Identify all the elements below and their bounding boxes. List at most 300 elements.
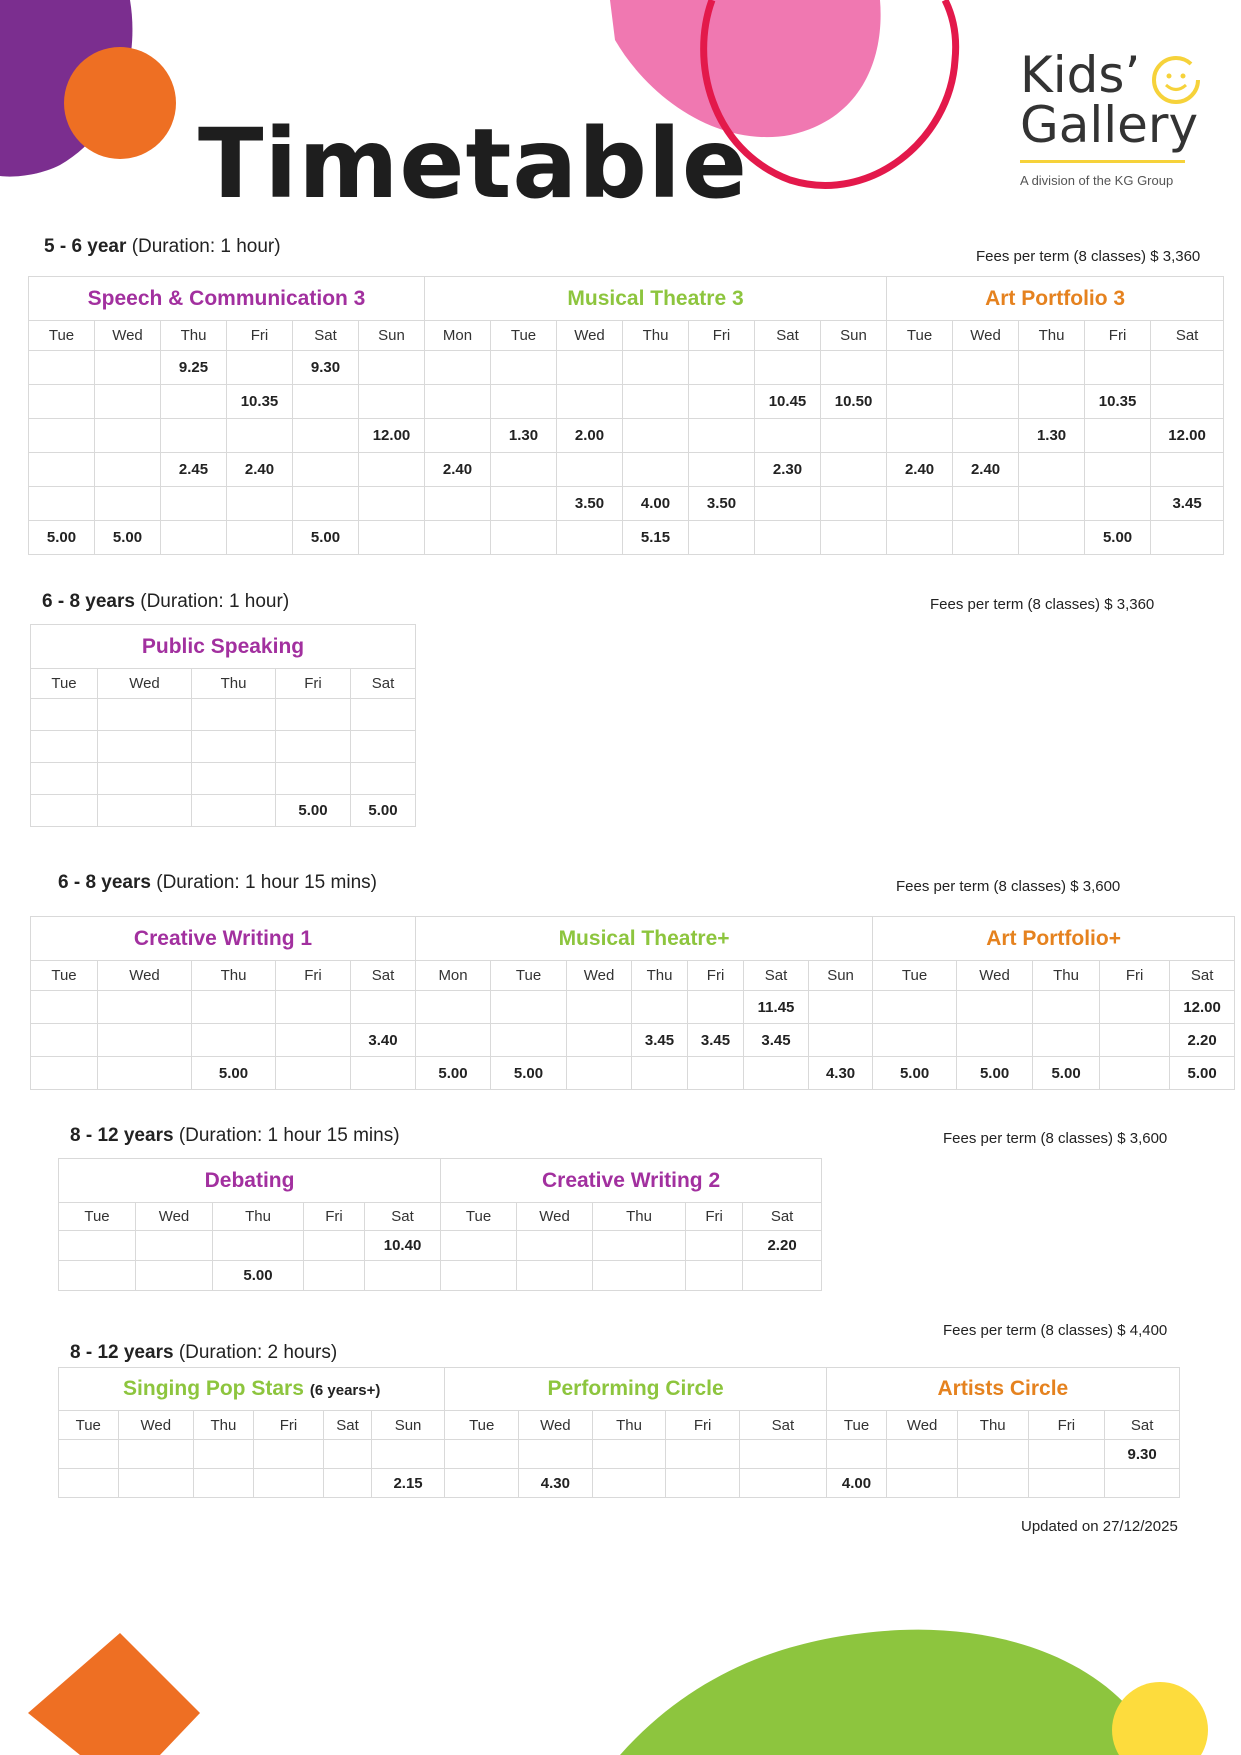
time-cell: [557, 351, 623, 385]
day-header: Thu: [632, 961, 688, 991]
time-cell: [351, 763, 416, 795]
table-row: [29, 453, 1224, 487]
time-cell: 9.30: [1105, 1440, 1180, 1469]
time-cell: [118, 1440, 194, 1469]
time-cell: 1.30: [491, 419, 557, 453]
time-cell: 5.00: [873, 1057, 957, 1090]
timetable-5-6: [28, 276, 1224, 555]
time-cell: [873, 1024, 957, 1057]
day-header: Sat: [744, 961, 809, 991]
day-header: Mon: [416, 961, 491, 991]
day-header: Sat: [365, 1203, 441, 1231]
time-cell: 2.40: [425, 453, 491, 487]
day-header: Tue: [887, 321, 953, 351]
time-cell: [567, 1057, 632, 1090]
program-name: Debating: [204, 1168, 295, 1192]
time-cell: 5.00: [1085, 521, 1151, 555]
time-cell: [425, 487, 491, 521]
table-row: [31, 1024, 1235, 1057]
time-cell: [809, 991, 873, 1024]
time-cell: [118, 1469, 194, 1498]
time-cell: [1019, 487, 1085, 521]
day-header: Tue: [873, 961, 957, 991]
time-cell: 4.00: [826, 1469, 887, 1498]
time-cell: [592, 1440, 666, 1469]
time-cell: [359, 351, 425, 385]
time-cell: [161, 521, 227, 555]
time-cell: [491, 991, 567, 1024]
time-cell: 5.00: [416, 1057, 491, 1090]
time-cell: 5.00: [29, 521, 95, 555]
time-cell: [592, 1469, 666, 1498]
program-header: [425, 277, 887, 321]
time-cell: 5.00: [213, 1261, 304, 1291]
time-cell: [491, 351, 557, 385]
day-header: Wed: [887, 1411, 958, 1440]
day-header: Thu: [592, 1411, 666, 1440]
age-group: 5 - 6 year: [44, 236, 127, 257]
logo-subtitle: A division of the KG Group: [1020, 173, 1174, 188]
table-row: [31, 731, 416, 763]
time-cell: [623, 453, 689, 487]
day-header: Wed: [136, 1203, 213, 1231]
time-cell: [755, 487, 821, 521]
table-row: [29, 521, 1224, 555]
time-cell: [192, 991, 276, 1024]
time-cell: [227, 487, 293, 521]
program-note: (6 years+): [309, 1382, 381, 1399]
time-cell: [445, 1469, 519, 1498]
time-cell: [276, 1057, 351, 1090]
time-cell: [1033, 1024, 1100, 1057]
time-cell: 9.30: [293, 351, 359, 385]
fees-label: Fees per term (8 classes) $ 3,600: [896, 878, 1121, 895]
table-row: [29, 351, 1224, 385]
time-cell: [95, 419, 161, 453]
time-cell: 2.30: [755, 453, 821, 487]
time-cell: 12.00: [359, 419, 425, 453]
day-header: Fri: [1100, 961, 1170, 991]
table-row: [59, 1231, 822, 1261]
time-cell: [739, 1469, 826, 1498]
day-header: Thu: [593, 1203, 686, 1231]
time-cell: [689, 419, 755, 453]
fees-label: Fees per term (8 classes) $ 3,600: [943, 1130, 1168, 1147]
day-header: Tue: [29, 321, 95, 351]
time-cell: [1100, 1024, 1170, 1057]
time-cell: [632, 991, 688, 1024]
time-cell: [743, 1261, 822, 1291]
day-header: Thu: [213, 1203, 304, 1231]
time-cell: [1085, 419, 1151, 453]
day-header: Sat: [293, 321, 359, 351]
program-header: [31, 625, 416, 669]
program-header: [445, 1368, 826, 1411]
time-cell: [136, 1231, 213, 1261]
time-cell: [192, 731, 276, 763]
time-cell: [293, 487, 359, 521]
day-header: Thu: [1019, 321, 1085, 351]
age-group: 6 - 8 years: [58, 872, 151, 893]
time-cell: [31, 1024, 98, 1057]
table-row: [59, 1261, 822, 1291]
time-cell: [425, 521, 491, 555]
time-cell: 10.35: [227, 385, 293, 419]
time-cell: 2.40: [953, 453, 1019, 487]
time-cell: [593, 1261, 686, 1291]
day-header: Sun: [371, 1411, 445, 1440]
time-cell: [1151, 453, 1224, 487]
time-cell: 5.00: [491, 1057, 567, 1090]
day-header: Fri: [666, 1411, 740, 1440]
time-cell: [1151, 521, 1224, 555]
table-row: [29, 487, 1224, 521]
time-cell: 9.25: [161, 351, 227, 385]
time-cell: [98, 1057, 192, 1090]
day-header: Thu: [161, 321, 227, 351]
time-cell: [491, 521, 557, 555]
day-header: Wed: [567, 961, 632, 991]
age-group: 8 - 12 years: [70, 1342, 174, 1363]
time-cell: 2.40: [227, 453, 293, 487]
day-header: Fri: [304, 1203, 365, 1231]
decorative-shapes-bottom: [0, 1515, 1241, 1755]
time-cell: [161, 385, 227, 419]
day-header: Wed: [517, 1203, 593, 1231]
fees-label: Fees per term (8 classes) $ 3,360: [930, 596, 1155, 613]
time-cell: [557, 385, 623, 419]
time-cell: 5.00: [293, 521, 359, 555]
time-cell: [253, 1440, 324, 1469]
time-cell: [1151, 351, 1224, 385]
time-cell: 3.45: [632, 1024, 688, 1057]
day-header: Sat: [1170, 961, 1235, 991]
day-header: Sun: [821, 321, 887, 351]
day-header: Sun: [809, 961, 873, 991]
time-cell: [887, 419, 953, 453]
time-cell: [689, 351, 755, 385]
time-cell: 4.30: [519, 1469, 593, 1498]
green-blob: [620, 1630, 1160, 1755]
updated-date: Updated on 27/12/2025: [1021, 1518, 1178, 1535]
table-row: [31, 991, 1235, 1024]
day-header: Sat: [755, 321, 821, 351]
time-cell: [632, 1057, 688, 1090]
time-cell: [755, 521, 821, 555]
time-cell: [29, 351, 95, 385]
time-cell: [517, 1261, 593, 1291]
time-cell: [194, 1440, 254, 1469]
day-header: Tue: [491, 961, 567, 991]
day-header: Tue: [59, 1411, 119, 1440]
day-header: Tue: [59, 1203, 136, 1231]
time-cell: [416, 1024, 491, 1057]
day-header: Fri: [276, 961, 351, 991]
time-cell: [95, 351, 161, 385]
time-cell: [557, 521, 623, 555]
program-name: Singing Pop Stars: [123, 1377, 304, 1400]
table-row: [29, 419, 1224, 453]
time-cell: 2.00: [557, 419, 623, 453]
section-heading: [44, 236, 281, 258]
time-cell: 3.45: [688, 1024, 744, 1057]
day-header: Sat: [1151, 321, 1224, 351]
time-cell: [821, 521, 887, 555]
time-cell: [1085, 487, 1151, 521]
day-header: Wed: [98, 961, 192, 991]
day-header: Mon: [425, 321, 491, 351]
time-cell: [351, 699, 416, 731]
time-cell: [1100, 991, 1170, 1024]
program-name: Musical Theatre 3: [567, 286, 744, 310]
time-cell: [351, 1057, 416, 1090]
time-cell: [276, 699, 351, 731]
day-header: Sun: [359, 321, 425, 351]
time-cell: 3.45: [1151, 487, 1224, 521]
section-heading: [70, 1125, 400, 1147]
time-cell: [359, 487, 425, 521]
program-name: Public Speaking: [141, 634, 305, 658]
time-cell: [29, 385, 95, 419]
day-header: Fri: [688, 961, 744, 991]
program-name: Musical Theatre+: [558, 926, 730, 950]
duration: (Duration: 1 hour 15 mins): [156, 872, 377, 893]
time-cell: [31, 795, 98, 827]
day-header: Wed: [957, 961, 1033, 991]
duration: (Duration: 2 hours): [178, 1342, 338, 1363]
day-header: Wed: [557, 321, 623, 351]
time-cell: [957, 1024, 1033, 1057]
day-header: Wed: [953, 321, 1019, 351]
day-header: Fri: [1028, 1411, 1105, 1440]
time-cell: 5.00: [95, 521, 161, 555]
time-cell: [689, 521, 755, 555]
program-name: Creative Writing 1: [133, 926, 313, 950]
time-cell: [31, 731, 98, 763]
time-cell: [957, 991, 1033, 1024]
orange-diamond: [28, 1633, 200, 1755]
time-cell: [491, 385, 557, 419]
time-cell: [491, 487, 557, 521]
program-header: [29, 277, 425, 321]
day-header: Thu: [194, 1411, 254, 1440]
time-cell: [809, 1024, 873, 1057]
page-title: Timetable: [198, 108, 748, 220]
time-cell: [887, 351, 953, 385]
day-header: Thu: [192, 669, 276, 699]
time-cell: [744, 1057, 809, 1090]
day-header: Sat: [739, 1411, 826, 1440]
brand-logo: [1020, 46, 1220, 188]
day-header: Sat: [351, 669, 416, 699]
time-cell: [425, 351, 491, 385]
time-cell: [276, 991, 351, 1024]
time-cell: [253, 1469, 324, 1498]
time-cell: [95, 385, 161, 419]
time-cell: 4.30: [809, 1057, 873, 1090]
time-cell: [192, 1024, 276, 1057]
time-cell: [441, 1261, 517, 1291]
time-cell: 5.00: [1033, 1057, 1100, 1090]
smiley-icon: [1148, 52, 1204, 108]
time-cell: [31, 763, 98, 795]
time-cell: [98, 731, 192, 763]
time-cell: 12.00: [1151, 419, 1224, 453]
time-cell: [1028, 1469, 1105, 1498]
time-cell: 2.20: [1170, 1024, 1235, 1057]
time-cell: [517, 1231, 593, 1261]
time-cell: [666, 1440, 740, 1469]
time-cell: [304, 1261, 365, 1291]
section-heading: [70, 1342, 337, 1364]
time-cell: [136, 1261, 213, 1291]
timetable-6-8-extended: [30, 916, 1235, 1090]
timetable-8-12: [58, 1158, 822, 1291]
logo-line1: Kids’: [1020, 46, 1141, 104]
table-row: [31, 763, 416, 795]
day-header: Fri: [689, 321, 755, 351]
time-cell: 5.00: [192, 1057, 276, 1090]
time-cell: [821, 351, 887, 385]
time-cell: [227, 419, 293, 453]
time-cell: [351, 991, 416, 1024]
program-name: Artists Circle: [937, 1377, 1069, 1400]
day-header: Tue: [826, 1411, 887, 1440]
time-cell: [887, 487, 953, 521]
duration: (Duration: 1 hour 15 mins): [178, 1125, 400, 1146]
logo-underline: [1020, 160, 1185, 163]
program-header: [31, 917, 416, 961]
program-name: Art Portfolio 3: [985, 286, 1126, 310]
time-cell: [1105, 1469, 1180, 1498]
time-cell: [953, 521, 1019, 555]
program-name: Speech & Communication 3: [87, 286, 366, 310]
time-cell: [887, 385, 953, 419]
time-cell: [98, 763, 192, 795]
day-header: Wed: [98, 669, 192, 699]
program-header: [59, 1159, 441, 1203]
time-cell: [351, 731, 416, 763]
day-header: Wed: [95, 321, 161, 351]
time-cell: [324, 1469, 371, 1498]
time-cell: [826, 1440, 887, 1469]
time-cell: [161, 419, 227, 453]
time-cell: [98, 991, 192, 1024]
time-cell: [276, 1024, 351, 1057]
time-cell: [227, 351, 293, 385]
program-header: [887, 277, 1224, 321]
day-header: Thu: [957, 1411, 1028, 1440]
time-cell: [873, 991, 957, 1024]
time-cell: [689, 453, 755, 487]
time-cell: 2.15: [371, 1469, 445, 1498]
time-cell: [593, 1231, 686, 1261]
day-header: Wed: [519, 1411, 593, 1440]
time-cell: [953, 385, 1019, 419]
time-cell: [59, 1231, 136, 1261]
time-cell: [1085, 453, 1151, 487]
time-cell: [739, 1440, 826, 1469]
table-row: [31, 699, 416, 731]
time-cell: [31, 1057, 98, 1090]
time-cell: [1019, 351, 1085, 385]
time-cell: [161, 487, 227, 521]
time-cell: [957, 1440, 1028, 1469]
time-cell: [686, 1261, 743, 1291]
table-row: [29, 385, 1224, 419]
time-cell: [31, 699, 98, 731]
table-row: [59, 1440, 1180, 1469]
time-cell: 2.40: [887, 453, 953, 487]
program-name: Art Portfolio+: [986, 926, 1121, 950]
time-cell: [359, 385, 425, 419]
time-cell: [227, 521, 293, 555]
timetable-public-speaking: [30, 624, 416, 827]
day-header: Sat: [743, 1203, 822, 1231]
time-cell: [491, 453, 557, 487]
time-cell: [365, 1261, 441, 1291]
day-header: Fri: [227, 321, 293, 351]
time-cell: [1033, 991, 1100, 1024]
time-cell: [1019, 385, 1085, 419]
day-header: Fri: [1085, 321, 1151, 351]
time-cell: 1.30: [1019, 419, 1085, 453]
time-cell: [29, 453, 95, 487]
fees-label: Fees per term (8 classes) $ 3,360: [976, 248, 1201, 265]
time-cell: [567, 1024, 632, 1057]
program-header: [873, 917, 1235, 961]
day-header: Tue: [491, 321, 557, 351]
time-cell: [953, 419, 1019, 453]
time-cell: [887, 521, 953, 555]
time-cell: [98, 1024, 192, 1057]
time-cell: 5.00: [351, 795, 416, 827]
day-header: Fri: [253, 1411, 324, 1440]
time-cell: [623, 419, 689, 453]
time-cell: [213, 1231, 304, 1261]
time-cell: [192, 763, 276, 795]
time-cell: [666, 1469, 740, 1498]
time-cell: 3.50: [689, 487, 755, 521]
logo-line2: Gallery: [1020, 96, 1199, 154]
time-cell: [359, 453, 425, 487]
time-cell: [98, 795, 192, 827]
duration: (Duration: 1 hour): [140, 591, 290, 612]
time-cell: [821, 419, 887, 453]
time-cell: [567, 991, 632, 1024]
time-cell: [686, 1231, 743, 1261]
day-header: Sat: [324, 1411, 371, 1440]
time-cell: [192, 699, 276, 731]
time-cell: [59, 1469, 119, 1498]
time-cell: [31, 991, 98, 1024]
day-header: Fri: [686, 1203, 743, 1231]
fees-label: Fees per term (8 classes) $ 4,400: [943, 1322, 1168, 1339]
time-cell: [953, 351, 1019, 385]
time-cell: [491, 1024, 567, 1057]
day-header: Tue: [31, 961, 98, 991]
day-header: Tue: [445, 1411, 519, 1440]
time-cell: 10.45: [755, 385, 821, 419]
age-group: 8 - 12 years: [70, 1125, 174, 1146]
time-cell: [293, 453, 359, 487]
day-header: Sat: [351, 961, 416, 991]
time-cell: [1085, 351, 1151, 385]
time-cell: 10.50: [821, 385, 887, 419]
time-cell: [1151, 385, 1224, 419]
time-cell: [29, 487, 95, 521]
day-header: Thu: [1033, 961, 1100, 991]
